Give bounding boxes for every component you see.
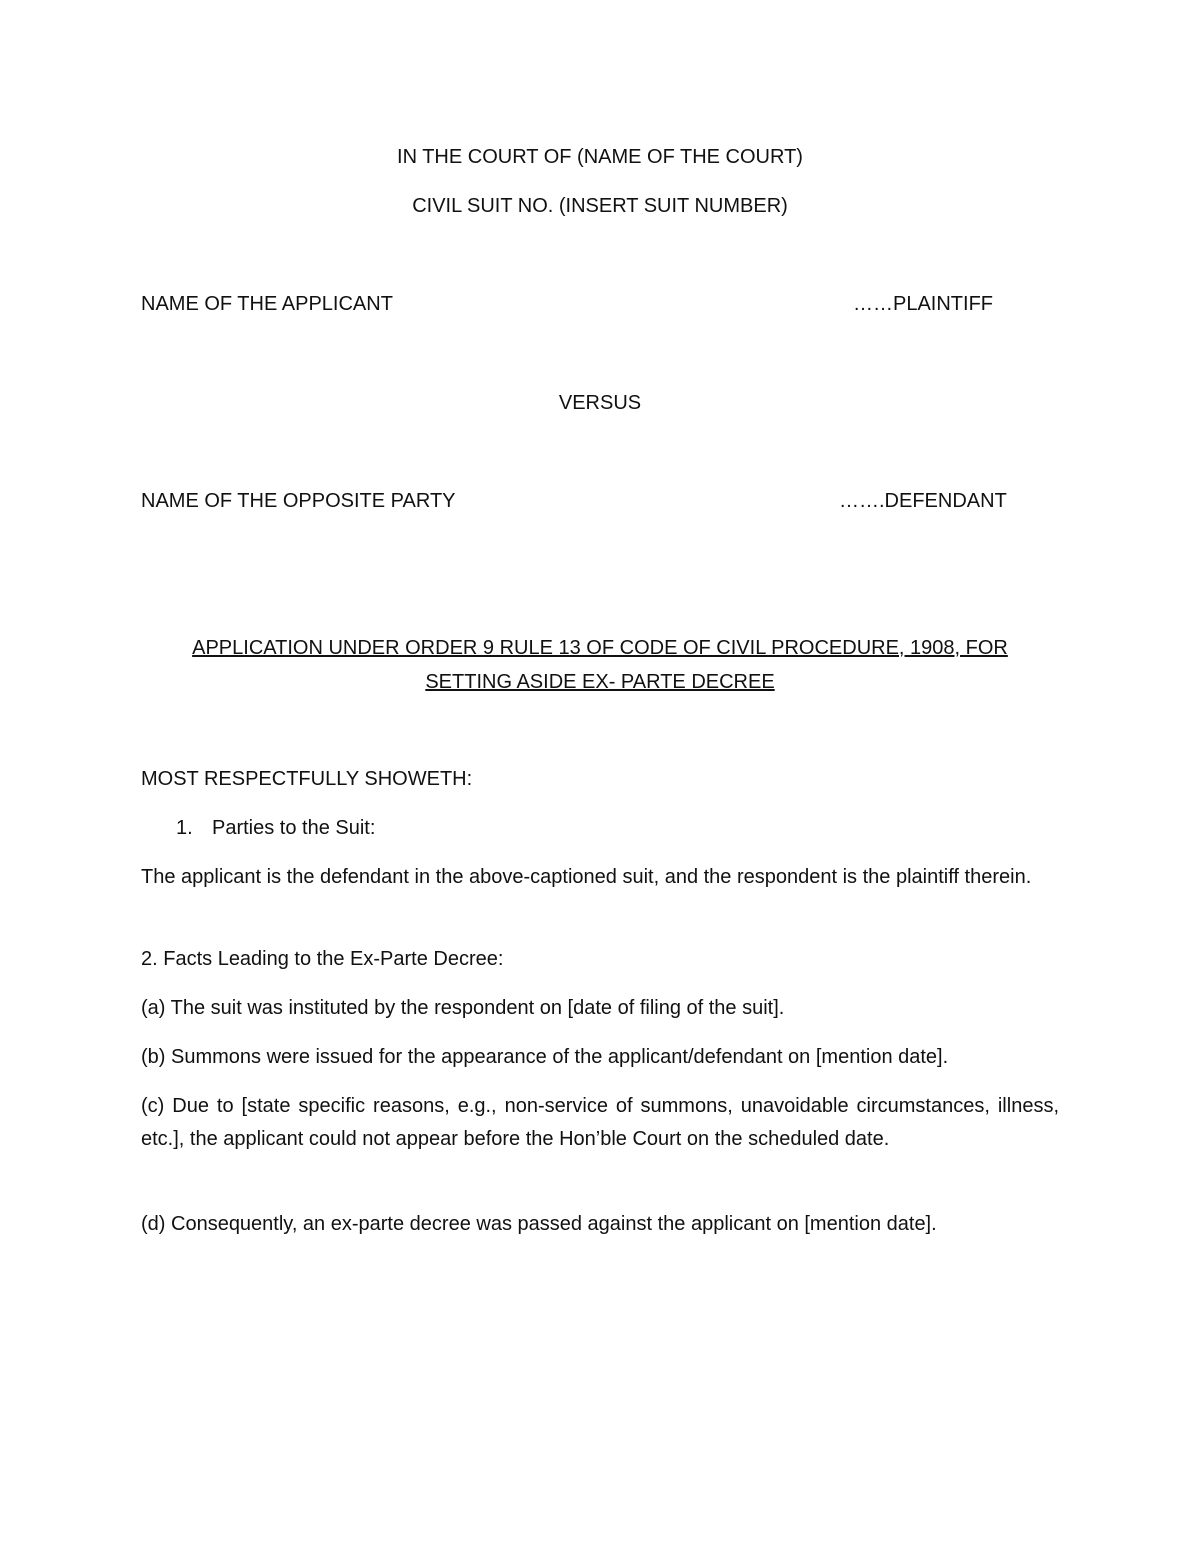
salutation: MOST RESPECTFULLY SHOWETH: [141,768,473,790]
opposite-party-name: NAME OF THE OPPOSITE PARTY [141,490,456,512]
list-item-number: 1. [176,817,193,839]
application-title-line-1: APPLICATION UNDER ORDER 9 RULE 13 OF CODE OF CIVIL PROCEDURE, 1908, FOR [192,637,1008,659]
list-item-heading: Parties to the Suit: [212,817,376,839]
list-item-parties [176,816,375,840]
fact-c: (c) Due to [state specific reasons, e.g., non-service of summons, unavoidable circumstances, illness, etc.], the applicant could not appear before the Hon’ble Court on the scheduled date. [141,1095,1059,1150]
fact-d: (d) Consequently, an ex-parte decree was passed against the applicant on [mention date]. [141,1213,937,1235]
facts-heading: 2. Facts Leading to the Ex-Parte Decree: [141,948,504,970]
suit-number-heading: CIVIL SUIT NO. (INSERT SUIT NUMBER) [412,195,788,217]
versus-label: VERSUS [558,392,642,414]
fact-b: (b) Summons were issued for the appearance of the applicant/defendant on [mention date]. [141,1046,949,1068]
applicant-name: NAME OF THE APPLICANT [141,293,393,315]
opposite-party-role: …….DEFENDANT [839,490,1007,512]
court-heading: IN THE COURT OF (NAME OF THE COURT) [397,146,803,168]
application-title-line-2: SETTING ASIDE EX- PARTE DECREE [425,671,775,693]
fact-a: (a) The suit was instituted by the respondent on [date of filing of the suit]. [141,997,785,1019]
applicant-role: ……PLAINTIFF [853,293,994,315]
parties-paragraph: The applicant is the defendant in the above-captioned suit, and the respondent is the plaintiff therein. [141,866,1032,888]
